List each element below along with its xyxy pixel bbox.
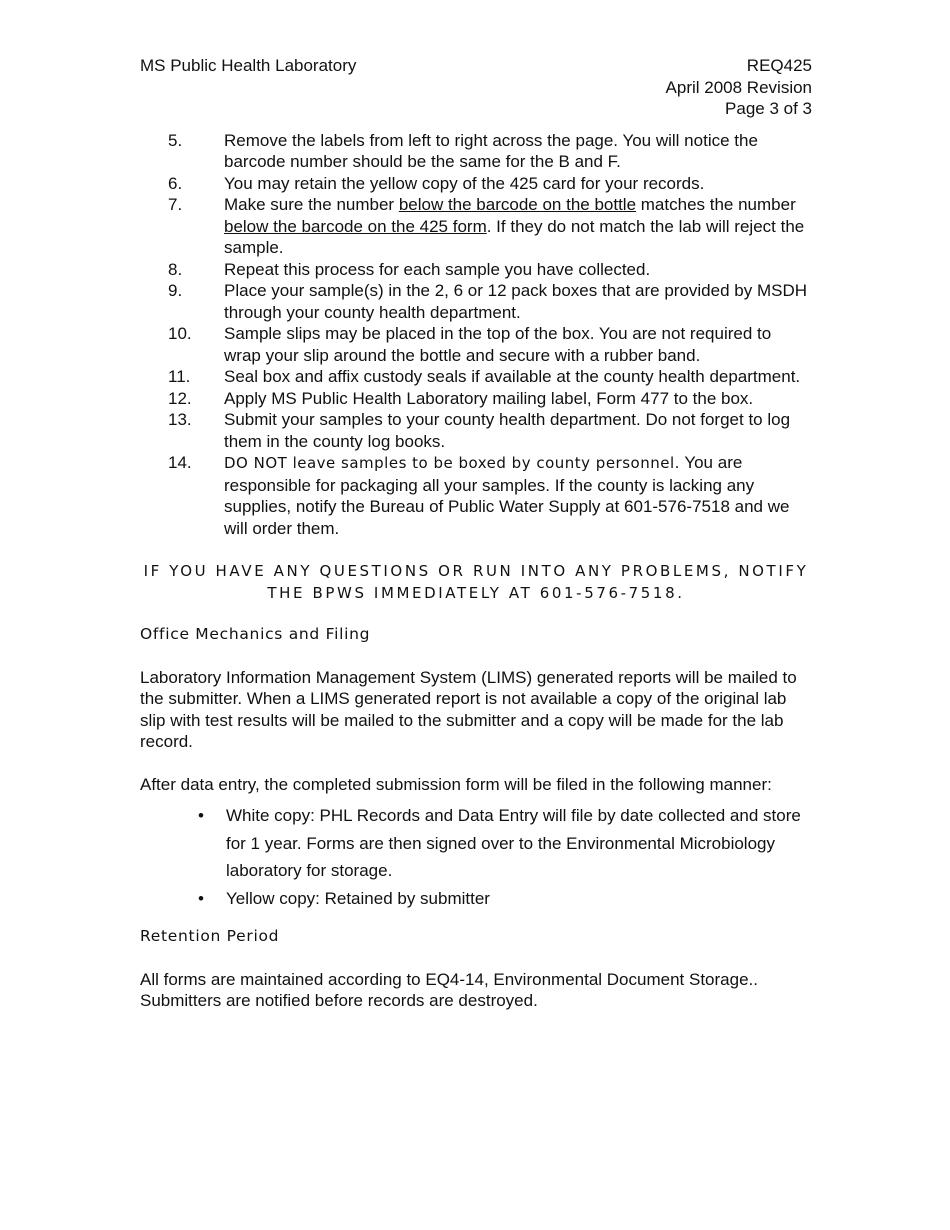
step-number: 14. [168,453,192,472]
step-number: 13. [168,410,192,429]
step-10 [140,323,812,366]
step-text-part: matches the number [636,195,796,214]
list-item [196,802,812,885]
step-emphasis: DO NOT leave samples to be boxed by county personnel. [224,454,680,472]
bullet-icon: • [198,806,204,825]
step-6 [140,173,812,195]
step-number: 10. [168,324,192,343]
retention-section-title: Retention Period [140,927,280,945]
step-number: 5. [168,130,183,150]
page-header [140,55,812,120]
step-13 [140,409,812,452]
step-text: Seal box and affix custody seals if available at the county health department. [224,367,801,386]
procedure-steps [140,130,812,540]
step-text: Submit your samples to your county health department. Do not forget to log them in the county log books. [224,410,791,451]
list-item [196,885,812,913]
step-text [224,194,812,259]
step-number: 6. [168,173,183,193]
underlined-form-barcode: below the barcode on the 425 form [224,216,487,236]
step-text: Apply MS Public Health Laboratory mailing label, Form 477 to the box. [224,388,754,408]
step-text: Sample slips may be placed in the top of the box. You are not required to wrap your slip around the bottle and secure with a rubber band. [224,324,772,365]
step-text: Repeat this process for each sample you have collected. [224,259,651,279]
step-9 [140,280,812,323]
retention-paragraph: All forms are maintained according to EQ4-14, Environmental Document Storage.. Submitters are notified before records are destroyed. [140,969,758,1010]
notice-line-2: THE BPWS IMMEDIATELY AT 601-576-7518. [267,583,685,602]
step-text [224,452,812,539]
step-11 [140,366,812,388]
underlined-bottle-barcode: below the barcode on the bottle [398,195,637,214]
step-14 [140,452,812,539]
step-5 [140,130,812,173]
header-page-number: Page 3 of 3 [725,99,812,118]
step-number: 9. [168,281,183,300]
step-text: Place your sample(s) in the 2, 6 or 12 pack boxes that are provided by MSDH through your county health department. [224,281,808,322]
lims-paragraph: Laboratory Information Management System (LIMS) generated reports will be mailed to the submitter. When a LIMS generated report is not available a copy of the original lab slip with test results will be mailed to the submitter and a copy will be made for the lab record. [140,667,797,751]
bullet-text: White copy: PHL Records and Data Entry will file by date collected and store for 1 year. Forms are then signed over to the Environmental Microbiology laboratory for storage. [226,806,801,880]
bullet-text: Yellow copy: Retained by submitter [226,888,490,908]
notice-line-1: IF YOU HAVE ANY QUESTIONS OR RUN INTO ANY PROBLEMS, NOTIFY [143,562,809,580]
step-number: 12. [168,388,192,408]
step-8 [140,259,812,281]
bullet-icon: • [198,888,204,908]
filing-bullet-list [140,802,812,912]
step-text: You may retain the yellow copy of the 425 card for your records. [224,173,705,193]
header-revision: April 2008 Revision [665,77,812,97]
step-text: Remove the labels from left to right across the page. You will notice the barcode number should be the same for the B and F. [224,130,758,171]
header-meta [666,55,812,120]
step-text-part: You are responsible for packaging all your samples. If the county is lacking any supplies, notify the Bureau of Public Water Supply at 601-576-7518 and we will order them. [224,453,790,538]
document-page [140,55,812,1012]
filing-intro-paragraph: After data entry, the completed submission form will be filed in the following manner: [140,774,772,794]
header-org: MS Public Health Laboratory [140,56,357,75]
header-doc-id: REQ425 [746,56,812,75]
office-section-title: Office Mechanics and Filing [140,625,371,643]
contact-notice [140,561,812,604]
step-number: 8. [168,259,183,279]
step-number: 11. [168,367,191,386]
step-12 [140,388,812,410]
step-text-part: . If they do not match the lab will reject the sample. [224,216,805,257]
step-7 [140,194,812,259]
step-number: 7. [168,195,183,214]
step-text-part: Make sure the number [224,195,399,214]
